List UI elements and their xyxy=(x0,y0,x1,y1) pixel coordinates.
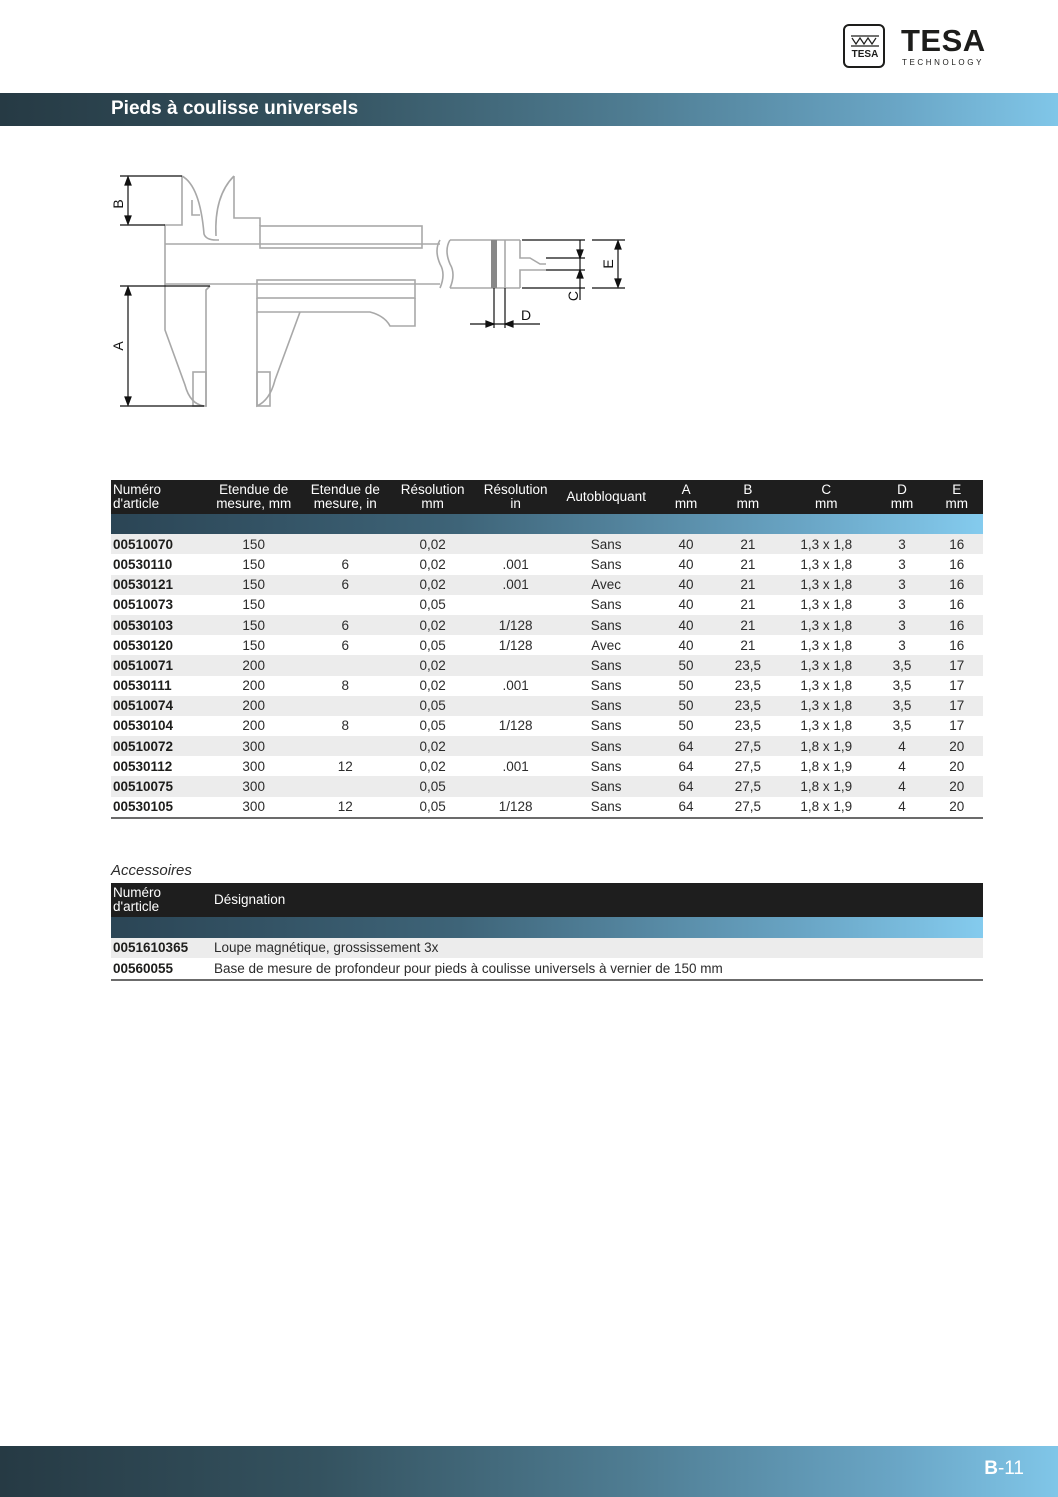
table-row xyxy=(111,635,983,655)
table-cell: Sans xyxy=(590,718,622,734)
table-cell: 150 xyxy=(242,597,265,613)
table-cell: 40 xyxy=(655,575,717,595)
table-row xyxy=(111,676,983,696)
table-cell: Avec xyxy=(591,637,622,653)
header-accent-stripe xyxy=(111,514,983,534)
table-cell: 12 xyxy=(337,758,353,774)
table-cell: Avec xyxy=(557,575,655,595)
table-cell: 4 xyxy=(874,797,931,818)
col-a: A mm xyxy=(655,480,717,514)
table-cell: 20 xyxy=(949,758,965,774)
tesa-badge-icon xyxy=(843,24,885,68)
table-cell: 64 xyxy=(655,797,717,818)
table-row xyxy=(111,736,983,756)
table-cell: 21 xyxy=(717,575,779,595)
page-section: B xyxy=(984,1458,998,1479)
table-row xyxy=(111,615,983,635)
table-cell: 27,5 xyxy=(734,758,762,774)
col-range-in: Etendue de mesure, in xyxy=(300,480,392,514)
table-cell: 150 xyxy=(242,556,265,572)
article-number: 00530121 xyxy=(111,575,208,595)
table-cell: 0,05 xyxy=(391,776,474,796)
table-cell: 17 xyxy=(931,696,983,716)
table-cell: 1,3 x 1,8 xyxy=(800,597,853,613)
table-cell: Sans xyxy=(557,797,655,818)
col-range-mm: Etendue de mesure, mm xyxy=(208,480,300,514)
table-cell: 0,02 xyxy=(391,736,474,756)
page-title: Pieds à coulisse universels xyxy=(111,98,359,119)
table-cell: 300 xyxy=(208,797,300,818)
table-cell: 64 xyxy=(655,776,717,796)
label-a: A xyxy=(110,341,126,351)
brand-name: TESA xyxy=(901,23,986,58)
article-number: 00530111 xyxy=(113,678,172,694)
accessories-accent-stripe xyxy=(111,917,983,938)
acc-col-designation: Désignation xyxy=(212,883,983,917)
table-cell: 40 xyxy=(678,556,694,572)
table-cell: 3 xyxy=(874,534,931,554)
footer-band xyxy=(0,1446,1058,1497)
table-cell: 16 xyxy=(949,597,965,613)
article-number: 00530110 xyxy=(113,556,173,572)
table-cell: Sans xyxy=(557,736,655,756)
title-band xyxy=(0,93,1058,126)
table-cell xyxy=(300,655,392,675)
table-cell: .001 xyxy=(502,758,529,774)
table-cell: 23,5 xyxy=(734,678,762,694)
table-cell: 150 xyxy=(242,637,265,653)
table-cell: 300 xyxy=(242,758,265,774)
table-cell xyxy=(474,655,557,675)
table-cell: 16 xyxy=(931,575,983,595)
table-cell: 1,3 x 1,8 xyxy=(779,696,874,716)
accessory-article-number: 00560055 xyxy=(111,958,212,980)
table-cell: 0,02 xyxy=(391,655,474,675)
table-cell xyxy=(300,736,392,756)
table-cell: 21 xyxy=(717,534,779,554)
article-number: 00510071 xyxy=(111,655,208,675)
specifications-table xyxy=(111,480,983,819)
table-cell: 0,05 xyxy=(419,597,446,613)
table-cell: 0,05 xyxy=(419,637,446,653)
table-cell: .001 xyxy=(502,678,529,694)
table-row xyxy=(111,534,983,554)
table-cell: 300 xyxy=(208,776,300,796)
table-cell: 200 xyxy=(208,696,300,716)
label-c: C xyxy=(565,290,581,302)
table-cell: 200 xyxy=(242,718,265,734)
table-cell: 50 xyxy=(655,696,717,716)
table-row xyxy=(111,554,983,574)
article-number: 00530103 xyxy=(111,615,208,635)
table-cell: 40 xyxy=(655,534,717,554)
table-cell: 3,5 xyxy=(874,696,931,716)
acc-col-article: Numéro d'article xyxy=(111,883,212,917)
table-cell: 1,3 x 1,8 xyxy=(800,637,853,653)
table-cell: Sans xyxy=(590,678,622,694)
table-cell: Sans xyxy=(590,556,622,572)
accessory-row xyxy=(111,958,983,980)
table-cell: 3 xyxy=(898,637,906,653)
table-cell: Sans xyxy=(557,696,655,716)
table-cell xyxy=(300,696,392,716)
table-cell: 3 xyxy=(874,615,931,635)
table-cell xyxy=(300,595,392,615)
table-cell: 12 xyxy=(300,797,392,818)
table-cell: 1,3 x 1,8 xyxy=(779,575,874,595)
table-cell: 1,3 x 1,8 xyxy=(779,615,874,635)
badge-text: TESA xyxy=(851,49,879,60)
table-row xyxy=(111,696,983,716)
caliper-drawing xyxy=(165,176,546,406)
article-number: 00510074 xyxy=(111,696,208,716)
table-cell xyxy=(474,736,557,756)
article-number: 00530120 xyxy=(113,637,174,653)
table-cell: 40 xyxy=(655,615,717,635)
table-cell: 1/128 xyxy=(474,797,557,818)
article-number: 00510073 xyxy=(113,597,174,613)
table-cell xyxy=(474,776,557,796)
table-cell: 1,3 x 1,8 xyxy=(779,655,874,675)
table-cell: 21 xyxy=(740,637,756,653)
table-cell: .001 xyxy=(474,575,557,595)
table-cell: 0,02 xyxy=(391,615,474,635)
table-cell xyxy=(300,776,392,796)
table-cell: 50 xyxy=(678,678,694,694)
table-cell: 0,05 xyxy=(419,718,446,734)
table-cell: 4 xyxy=(898,758,906,774)
table-cell: 1,8 x 1,9 xyxy=(779,776,874,796)
table-cell: 150 xyxy=(208,534,300,554)
table-cell: 3 xyxy=(898,597,906,613)
article-number: 00530112 xyxy=(113,758,173,774)
table-row xyxy=(111,655,983,675)
table-cell: 16 xyxy=(949,556,965,572)
accessory-designation: Loupe magnétique, grossissement 3x xyxy=(212,938,983,959)
accessory-article-number: 0051610365 xyxy=(111,938,212,959)
table-row xyxy=(111,575,983,595)
table-cell: 64 xyxy=(655,736,717,756)
table-row xyxy=(111,716,983,736)
table-cell: Sans xyxy=(557,534,655,554)
table-cell: Sans xyxy=(590,758,622,774)
table-cell: 17 xyxy=(949,678,965,694)
table-cell: 1/128 xyxy=(498,637,533,653)
table-cell: 27,5 xyxy=(717,797,779,818)
col-resolution-mm: Résolution mm xyxy=(391,480,474,514)
table-cell: 21 xyxy=(717,615,779,635)
table-cell: 0,02 xyxy=(419,758,446,774)
table-cell: 4 xyxy=(874,736,931,756)
article-number: 00530105 xyxy=(111,797,208,818)
table-row xyxy=(111,756,983,776)
table-cell: 8 xyxy=(341,718,350,734)
page-index: -11 xyxy=(997,1458,1024,1479)
col-b: B mm xyxy=(717,480,779,514)
table-cell xyxy=(474,595,557,615)
table-cell: 6 xyxy=(300,575,392,595)
table-cell: 300 xyxy=(208,736,300,756)
table-cell: Sans xyxy=(557,655,655,675)
col-c: C mm xyxy=(779,480,874,514)
table-cell: 64 xyxy=(678,758,694,774)
table-header-row xyxy=(111,480,983,514)
article-number: 00510072 xyxy=(111,736,208,756)
col-self-locking: Autobloquant xyxy=(557,480,655,514)
table-cell: 0,02 xyxy=(419,556,446,572)
accessories-label: Accessoires xyxy=(111,862,192,879)
col-article: Numéro d'article xyxy=(111,480,208,514)
accessories-header-row xyxy=(111,883,983,917)
table-cell: 200 xyxy=(208,655,300,675)
table-cell: 50 xyxy=(678,718,694,734)
table-cell: 0,02 xyxy=(391,534,474,554)
table-cell: 3 xyxy=(874,575,931,595)
table-cell: 200 xyxy=(242,678,265,694)
table-row xyxy=(111,797,983,818)
table-cell xyxy=(474,696,557,716)
table-cell: 4 xyxy=(874,776,931,796)
label-d: D xyxy=(521,307,532,323)
table-cell: 0,05 xyxy=(391,696,474,716)
table-cell: 0,02 xyxy=(391,575,474,595)
table-cell: 27,5 xyxy=(717,776,779,796)
table-row xyxy=(111,595,983,615)
table-cell: 17 xyxy=(931,655,983,675)
table-cell: 16 xyxy=(931,534,983,554)
table-cell: 23,5 xyxy=(734,718,762,734)
accessory-designation: Base de mesure de profondeur pour pieds à coulisse universels à vernier de 150 mm xyxy=(212,958,983,980)
table-cell: 3,5 xyxy=(892,718,912,734)
table-cell: 20 xyxy=(931,776,983,796)
table-cell: 1,3 x 1,8 xyxy=(800,678,853,694)
table-cell: 40 xyxy=(678,637,694,653)
table-cell: 16 xyxy=(949,637,965,653)
table-cell: 50 xyxy=(655,655,717,675)
table-cell: 21 xyxy=(740,597,756,613)
table-cell: 150 xyxy=(208,615,300,635)
tesa-logo xyxy=(843,24,985,70)
table-cell xyxy=(474,534,557,554)
table-cell: 27,5 xyxy=(717,736,779,756)
table-cell: Sans xyxy=(590,597,622,613)
table-cell: 6 xyxy=(341,556,350,572)
table-cell: 40 xyxy=(678,597,694,613)
caliper-diagram xyxy=(100,160,640,425)
table-cell: 150 xyxy=(208,575,300,595)
table-cell: Sans xyxy=(557,776,655,796)
table-cell: 6 xyxy=(341,637,350,653)
table-cell: 3,5 xyxy=(892,678,912,694)
table-cell: 1,3 x 1,8 xyxy=(800,718,853,734)
table-cell: 16 xyxy=(931,615,983,635)
table-cell: 3,5 xyxy=(874,655,931,675)
article-number: 00510070 xyxy=(111,534,208,554)
table-cell: 1,3 x 1,8 xyxy=(800,556,853,572)
table-cell: 20 xyxy=(931,736,983,756)
table-cell: 21 xyxy=(740,556,756,572)
table-cell: 17 xyxy=(949,718,965,734)
accessory-row xyxy=(111,938,983,959)
table-cell: 3 xyxy=(898,556,906,572)
table-cell: 1/128 xyxy=(474,615,557,635)
brand-tagline: TECHNOLOGY xyxy=(902,58,985,67)
table-cell: 8 xyxy=(341,678,350,694)
table-cell: 1,3 x 1,8 xyxy=(779,534,874,554)
col-e: E mm xyxy=(931,480,983,514)
table-cell: 1/128 xyxy=(498,718,533,734)
col-resolution-in: Résolution in xyxy=(474,480,557,514)
table-cell: 23,5 xyxy=(717,696,779,716)
article-number: 00530104 xyxy=(113,718,174,734)
accessories-table xyxy=(111,883,983,981)
table-cell: 1,8 x 1,9 xyxy=(779,797,874,818)
table-cell: 6 xyxy=(300,615,392,635)
table-cell: 0,02 xyxy=(419,678,446,694)
page-number xyxy=(984,1458,1024,1480)
table-cell: 0,05 xyxy=(391,797,474,818)
table-cell: 20 xyxy=(931,797,983,818)
table-cell: .001 xyxy=(502,556,529,572)
table-cell: 1,8 x 1,9 xyxy=(800,758,853,774)
label-e: E xyxy=(600,259,616,269)
table-cell: 23,5 xyxy=(717,655,779,675)
col-d: D mm xyxy=(874,480,931,514)
label-b: B xyxy=(110,199,126,209)
table-cell xyxy=(300,534,392,554)
table-cell: 1,8 x 1,9 xyxy=(779,736,874,756)
table-row xyxy=(111,776,983,796)
table-cell: Sans xyxy=(557,615,655,635)
article-number: 00510075 xyxy=(111,776,208,796)
